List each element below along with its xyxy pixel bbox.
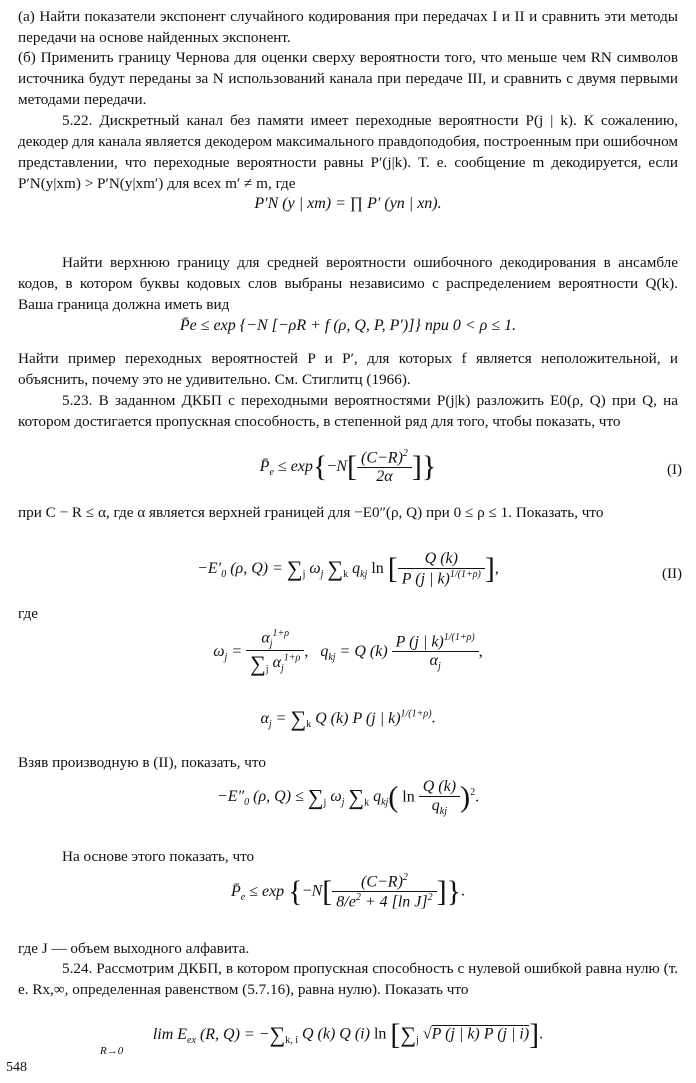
problem-5-23-alphabet: где J — объем выходного алфавита. xyxy=(18,940,250,957)
problem-5-23-cond: при C − R ≤ α, где α является верхней границей для −E0″(ρ, Q) при 0 ≤ ρ ≤ 1. Показать, что xyxy=(18,504,604,521)
limit-subscript: R→0 xyxy=(100,1045,124,1057)
problem-5-24: 5.24. Рассмотрим ДКБП, в котором пропускная способность с нулевой ошибкой равна нулю (т. е. Rx,∞, определенная равенством (5.7.16), равна нулю). Показать что xyxy=(18,960,678,998)
problem-5-23-derivative: Взяв производную в (II), показать, что xyxy=(18,754,266,771)
equation-number-I: (I) xyxy=(667,462,682,478)
equation-bound-form: P̄e ≤ exp {−N [−ρR + f (ρ, Q, P, P′)]} при 0 < ρ ≤ 1. xyxy=(179,317,517,334)
equation-product: P′N (y | xm) = ∏ P′ (yn | xn). xyxy=(254,195,442,212)
problem-5-23-show: На основе этого показать, что xyxy=(62,848,255,865)
equation-number-II: (II) xyxy=(662,566,682,582)
equation-limit: $\lim E_{ex}$ (R, $Q) = -\sum_{k, i}$ Q (k) Q (i) $\ln [\sum_j$ √P (j | k) P (j | i)]. xyxy=(152,1018,544,1051)
where-label: где xyxy=(18,605,38,622)
page-number: 548 xyxy=(6,1060,27,1075)
equation-II: $-E'_0$ (ρ, $Q) = \sum_j$ $\omega_j$ $\sum_k$ $q_{kj}$ ln [ $\frac{Q (k)}{P (j | k)^{1/(1+\rho)}}$ ], xyxy=(197,550,499,588)
problem-5-22-example: Найти пример переходных вероятностей P и P′, для которых f является неположительной, и объяснить, почему это не удивительно. См. Стиглитц (1966). xyxy=(18,350,678,388)
problem-5-22-bound: Найти верхнюю границу для средней вероятности ошибочного декодирования в ансамбле кодов, в котором буквы кодовых слов выбраны независимо с распределением вероятности Q(k). Ваша граница должна иметь вид xyxy=(18,254,678,313)
equation-final-bound: $P̄_e \le \exp \{-N$[ $\frac{(C-R)^2}{8/e^2 + 4 [\ln J]^2}$ ]}. xyxy=(230,872,466,911)
paragraph-a: (а) Найти показатели экспонент случайного кодирования при передачах I и II и сравнить эти методы передачи на основе найденных экспонент. xyxy=(18,8,678,46)
equation-I: $P̄_e \le \exp\{-N$[ $\frac{(C-R)^2}{2\alpha}$ ]} xyxy=(259,448,437,486)
problem-5-22: 5.22. Дискретный канал без памяти имеет переходные вероятности P(j | k). К сожалению, декодер для канала является декодером максимального правдоподобия, построенным при ошибочном представлении, что переходные вероятности равны P′(j|k). Т. е. сообщение m декодируется, если P′N(y|xm) > P′N(y|xm′) для всех m′ ≠ m, где xyxy=(18,112,678,192)
problem-5-23: 5.23. В заданном ДКБП с переходными вероятностями P(j|k) разложить E0(ρ, Q) при Q, на котором достигается пропускная способность, в степенной ряд для того, чтобы показать, что xyxy=(18,392,678,430)
paragraph-b: (б) Применить границу Чернова для оценки сверху вероятности того, что меньше чем RN символов источника будут переданы за N использований канала при передаче III, и сравнить с двумя первыми методами передачи. xyxy=(18,49,678,108)
equation-omega-q: $\omega_j$ = $\frac{\alpha_j^{1+\rho}}{\sum_j \alpha_j^{1+\rho}}$ , $q_{kj} = Q$ (k) $\frac{P (j | k)^{1/(1+\rho)}}{\alpha_j}$ , xyxy=(213,628,483,676)
equation-alpha: $\alpha_j = \sum_k$ Q (k) P (j | k)$^{1/(1+\rho)}$. xyxy=(260,706,436,731)
equation-second-derivative: $-E''_0$ (ρ, $Q) \le \sum_j$ $\omega_j$ $\sum_k$ $q_{kj}$( ln $\frac{Q (k)}{q_{kj}}$ )$^2$. xyxy=(216,778,480,818)
